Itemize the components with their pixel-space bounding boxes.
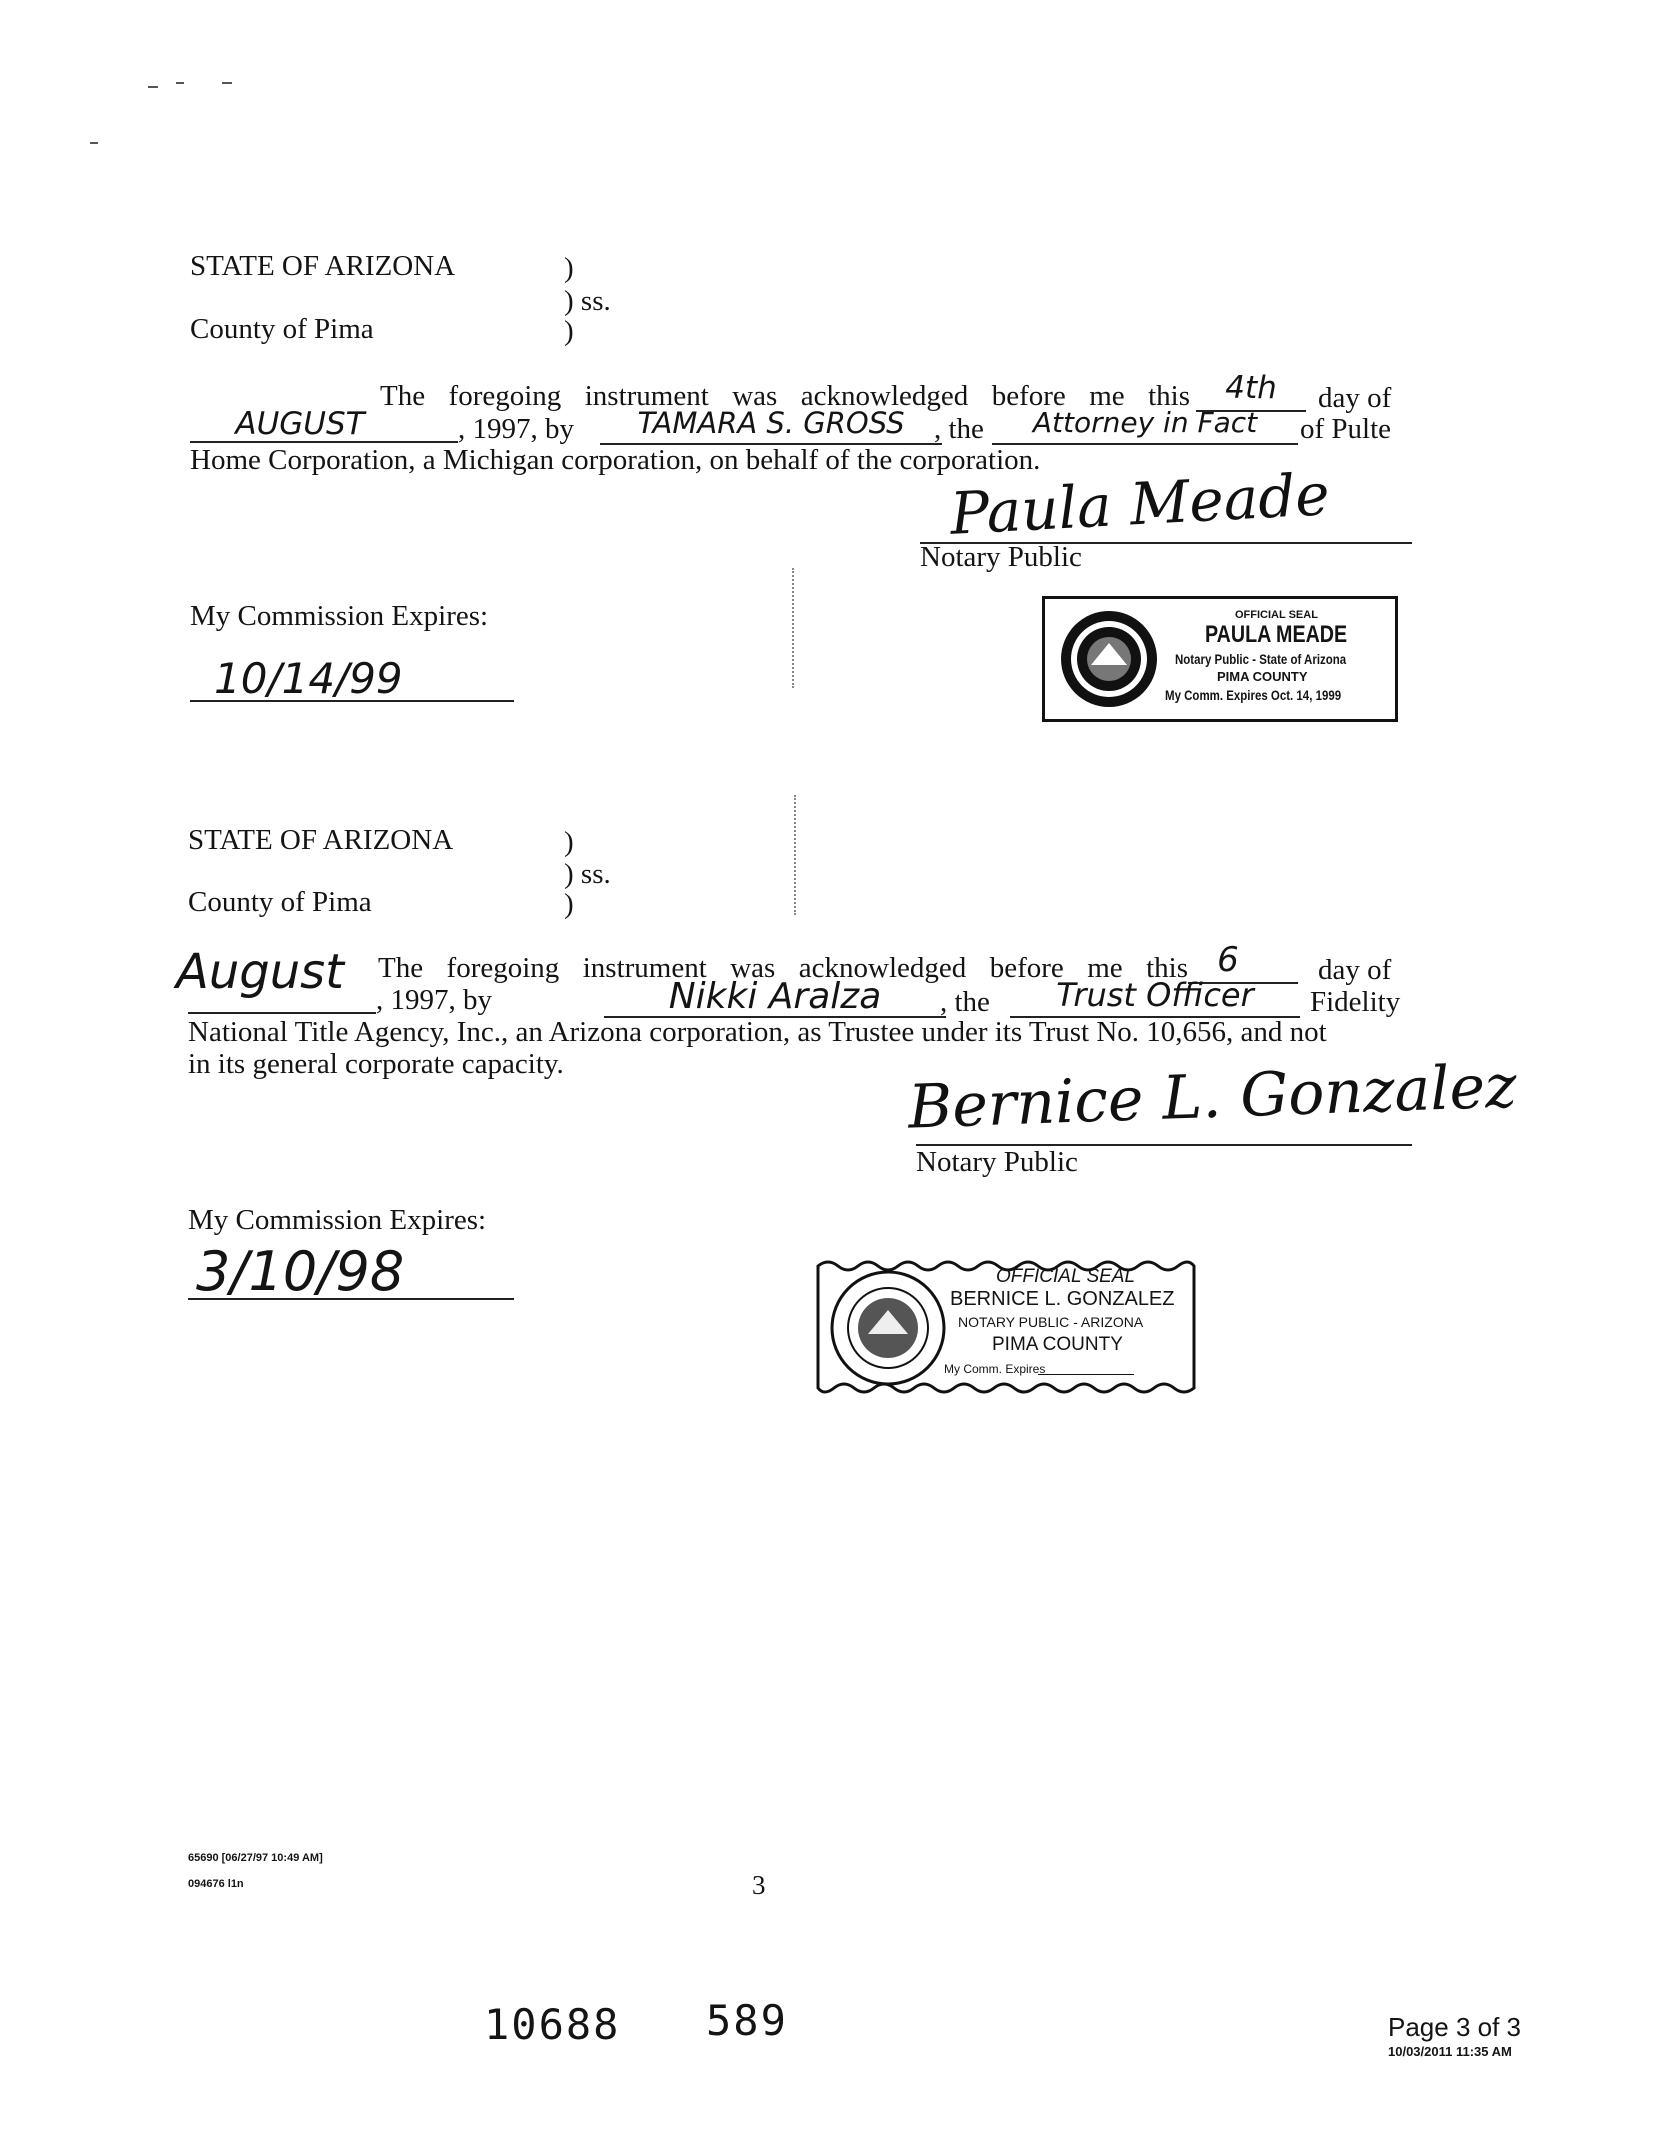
state-heading: STATE OF ARIZONA: [190, 250, 456, 282]
document-code: 65690 [06/27/97 10:49 AM]: [188, 1852, 323, 1864]
scan-speck: [148, 86, 158, 88]
scan-speck: [90, 142, 98, 144]
venue-ss: ) ss.: [564, 858, 611, 890]
notary-seal-1: [1042, 596, 1398, 722]
year-by-text: , 1997, by: [376, 984, 492, 1016]
title-value: Attorney in Fact: [1032, 406, 1258, 439]
capacity-text: in its general corporate capacity.: [188, 1048, 564, 1080]
commission-label-2: My Commission Expires:: [188, 1204, 487, 1236]
notary-public-label-2: Notary Public: [916, 1146, 1078, 1178]
notary-signature-2: Bernice L. Gonzalez: [906, 1051, 1518, 1143]
seal-2-line2: BERNICE L. GONZALEZ: [950, 1288, 1175, 1310]
name-value: Nikki Aralza: [668, 976, 882, 1017]
venue-ss: ) ss.: [564, 285, 611, 317]
seal-1-line1: OFFICIAL SEAL: [1235, 609, 1318, 621]
scan-artifact: [792, 568, 794, 688]
venue-paren: ): [564, 315, 574, 347]
name-value: TAMARA S. GROSS: [637, 406, 905, 440]
commission-value-1: 10/14/99: [214, 654, 403, 703]
notary-public-label-1: Notary Public: [920, 541, 1082, 573]
of-pulte-text: of Pulte: [1300, 413, 1392, 445]
notary-signature-1: Paula Meade: [948, 460, 1332, 548]
seal-2-line4: PIMA COUNTY: [992, 1334, 1123, 1355]
scan-speck: [176, 82, 184, 84]
year-by-text: , 1997, by: [458, 413, 574, 445]
acknowledgment-text: The foregoing instrument was acknowledged before me this: [380, 380, 1190, 412]
commission-value-2: 3/10/98: [196, 1240, 405, 1303]
month-value: August: [176, 944, 344, 1000]
signature-line-1: [920, 494, 1412, 544]
trustee-text: National Title Agency, Inc., an Arizona corporation, as Trustee under its Trust No. 10,656, and not: [188, 1016, 1327, 1048]
corporation-text: Home Corporation, a Michigan corporation, on behalf of the corporation.: [190, 444, 1041, 476]
fidelity-text: Fidelity: [1310, 986, 1401, 1018]
signature-line-2: [916, 1102, 1412, 1146]
county-heading: County of Pima: [190, 313, 374, 345]
venue-paren: ): [564, 888, 574, 920]
venue-paren: ): [564, 252, 574, 284]
seal-1-line2: PAULA MEADE: [1205, 621, 1348, 648]
seal-1-line3: Notary Public - State of Arizona: [1175, 651, 1347, 667]
acknowledgment-text: The foregoing instrument was acknowledged before me this: [378, 952, 1188, 984]
page-of-label: Page 3 of 3: [1388, 2012, 1521, 2042]
day-of-text: day of: [1318, 954, 1392, 986]
seal-2-expiry-blank: [1038, 1374, 1134, 1375]
seal-2-line5: My Comm. Expires: [944, 1362, 1046, 1376]
month-value: AUGUST: [235, 406, 365, 442]
venue-paren: ): [564, 826, 574, 858]
recording-book: 10688: [484, 2000, 621, 2049]
commission-label-1: My Commission Expires:: [190, 600, 489, 632]
county-heading: County of Pima: [188, 886, 372, 918]
page-number: 3: [752, 1870, 766, 1900]
state-seal-icon: [1057, 607, 1161, 711]
day-value: 4th: [1225, 370, 1277, 406]
notary-seal-2: [810, 1252, 1202, 1402]
seal-2-line1: OFFICIAL SEAL: [996, 1266, 1136, 1287]
scan-artifact: [794, 795, 796, 915]
seal-2-line3: NOTARY PUBLIC - ARIZONA: [958, 1314, 1144, 1330]
seal-1-line5: My Comm. Expires Oct. 14, 1999: [1165, 687, 1342, 703]
document-code-2: 094676 l1n: [188, 1878, 244, 1890]
the-text: , the: [934, 413, 984, 445]
recording-page: 589: [706, 1996, 788, 2045]
day-value: 6: [1217, 940, 1239, 980]
scan-speck: [222, 82, 232, 84]
title-value: Trust Officer: [1056, 976, 1254, 1014]
seal-1-line4: PIMA COUNTY: [1217, 669, 1308, 684]
state-heading: STATE OF ARIZONA: [188, 824, 454, 856]
day-of-text: day of: [1318, 382, 1392, 414]
print-timestamp: 10/03/2011 11:35 AM: [1388, 2044, 1512, 2059]
the-text: , the: [940, 986, 990, 1018]
